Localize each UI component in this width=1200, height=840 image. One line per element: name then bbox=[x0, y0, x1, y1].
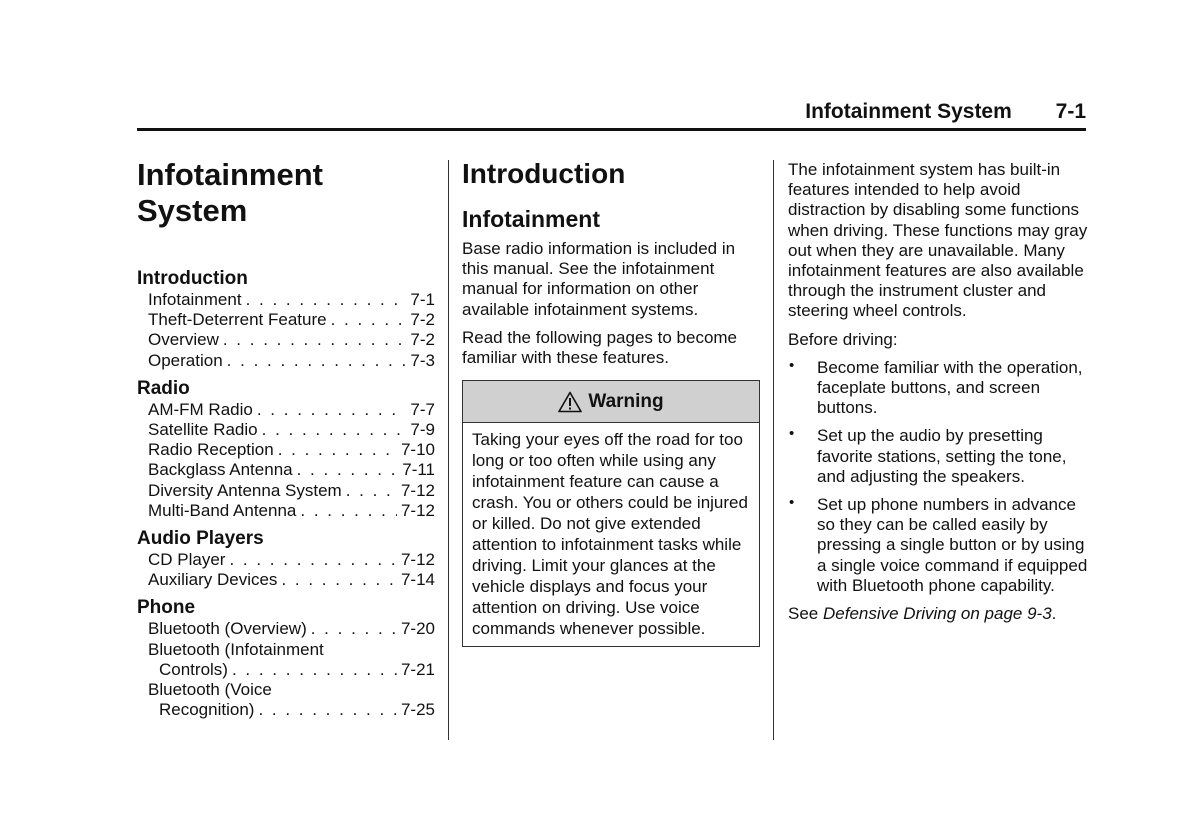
toc-heading: Introduction bbox=[137, 268, 248, 289]
warning-header bbox=[463, 381, 759, 423]
toc-entry[interactable]: Operation . . . 7-3 bbox=[137, 351, 435, 371]
toc-entry[interactable]: Multi-Band Antenna . . . 7-12 bbox=[137, 501, 435, 521]
introduction-column bbox=[462, 157, 760, 647]
toc-group-introduction bbox=[137, 268, 435, 371]
toc-entry[interactable]: Satellite Radio . . . 7-9 bbox=[137, 420, 435, 440]
bullet-list bbox=[788, 358, 1088, 596]
before-driving-label: Before driving: bbox=[788, 329, 898, 349]
bullet-mark: • bbox=[789, 494, 795, 512]
column-divider-1 bbox=[448, 160, 449, 740]
warning-text: Taking your eyes off the road for too long or too often while using any infotainment feature can cause a crash. You or others could be injured or killed. Do not give extended attention to infotainment tasks while driving. Limit your glances at the vehicle displays and focus your attention on driving. Use voice commands whenever possible. bbox=[472, 430, 748, 639]
header-page-number: 7-1 bbox=[1055, 100, 1086, 123]
toc-entry[interactable]: Diversity Antenna System . . . 7-12 bbox=[137, 481, 435, 501]
paragraph: Base radio information is included in this manual. See the infotainment manual for information on other available infotainment systems. bbox=[462, 239, 736, 319]
bullet-mark: • bbox=[789, 356, 795, 374]
toc-entry[interactable]: Radio Reception . . . 7-10 bbox=[137, 440, 435, 460]
warning-label: Warning bbox=[588, 390, 664, 412]
table-of-contents bbox=[137, 157, 435, 727]
toc-group-radio bbox=[137, 378, 435, 521]
list-item: • Set up phone numbers in advance so they can be called easily by pressing a single button or by using a single voice command if equipped with Bluetooth phone capability. bbox=[789, 494, 1088, 595]
toc-entry[interactable]: Bluetooth (Voice Recognition) . . . 7-25 bbox=[137, 680, 435, 720]
toc-entry[interactable]: Infotainment . . . 7-1 bbox=[137, 290, 435, 310]
toc-entry[interactable]: Theft-Deterrent Feature . . . 7-2 bbox=[137, 310, 435, 330]
toc-entry[interactable]: Bluetooth (Infotainment Controls) . . . 7-21 bbox=[137, 640, 435, 680]
header-section-title: Infotainment System bbox=[805, 100, 1012, 123]
column-divider-2 bbox=[773, 160, 774, 740]
bullet-mark: • bbox=[789, 425, 795, 443]
toc-heading: Phone bbox=[137, 597, 196, 619]
toc-entry[interactable]: Overview . . . 7-2 bbox=[137, 330, 435, 350]
toc-entry[interactable]: Backglass Antenna . . . 7-11 bbox=[137, 460, 435, 480]
see-reference: See Defensive Driving on page 9-3. bbox=[788, 604, 1057, 624]
list-item: • Set up the audio by presetting favorite stations, setting the tone, and adjusting the speakers. bbox=[789, 425, 1067, 486]
warning-triangle-icon bbox=[558, 391, 582, 413]
toc-entry[interactable]: AM-FM Radio . . . 7-7 bbox=[137, 400, 435, 420]
page-header bbox=[137, 100, 1086, 130]
paragraph: Read the following pages to become familiar with these features. bbox=[462, 327, 738, 368]
toc-entry[interactable]: CD Player . . . 7-12 bbox=[137, 550, 435, 570]
list-item: • Become familiar with the operation, faceplate buttons, and screen buttons. bbox=[789, 356, 1083, 418]
chapter-title: Infotainment System bbox=[137, 157, 323, 228]
toc-entry[interactable]: Auxiliary Devices . . . 7-14 bbox=[137, 570, 435, 590]
details-column bbox=[788, 160, 1088, 632]
header-rule bbox=[137, 128, 1086, 131]
toc-heading: Audio Players bbox=[137, 528, 264, 550]
toc-heading: Radio bbox=[137, 377, 190, 399]
toc-entry[interactable]: Bluetooth (Overview) . . . 7-20 bbox=[137, 619, 435, 639]
warning-box bbox=[462, 380, 760, 647]
section-heading: Introduction bbox=[462, 158, 626, 189]
subsection-heading: Infotainment bbox=[462, 206, 600, 232]
toc-group-audio-players bbox=[137, 528, 435, 590]
toc-group-phone bbox=[137, 597, 435, 720]
paragraph: The infotainment system has built-in features intended to help avoid distraction by disabling some functions when driving. These functions may gray out when they are unavailable. Many infotainment features are also available through the instrument cluster and steering wheel controls. bbox=[788, 160, 1088, 321]
cross-reference-link[interactable]: Defensive Driving on page 9-3 bbox=[822, 604, 1052, 624]
